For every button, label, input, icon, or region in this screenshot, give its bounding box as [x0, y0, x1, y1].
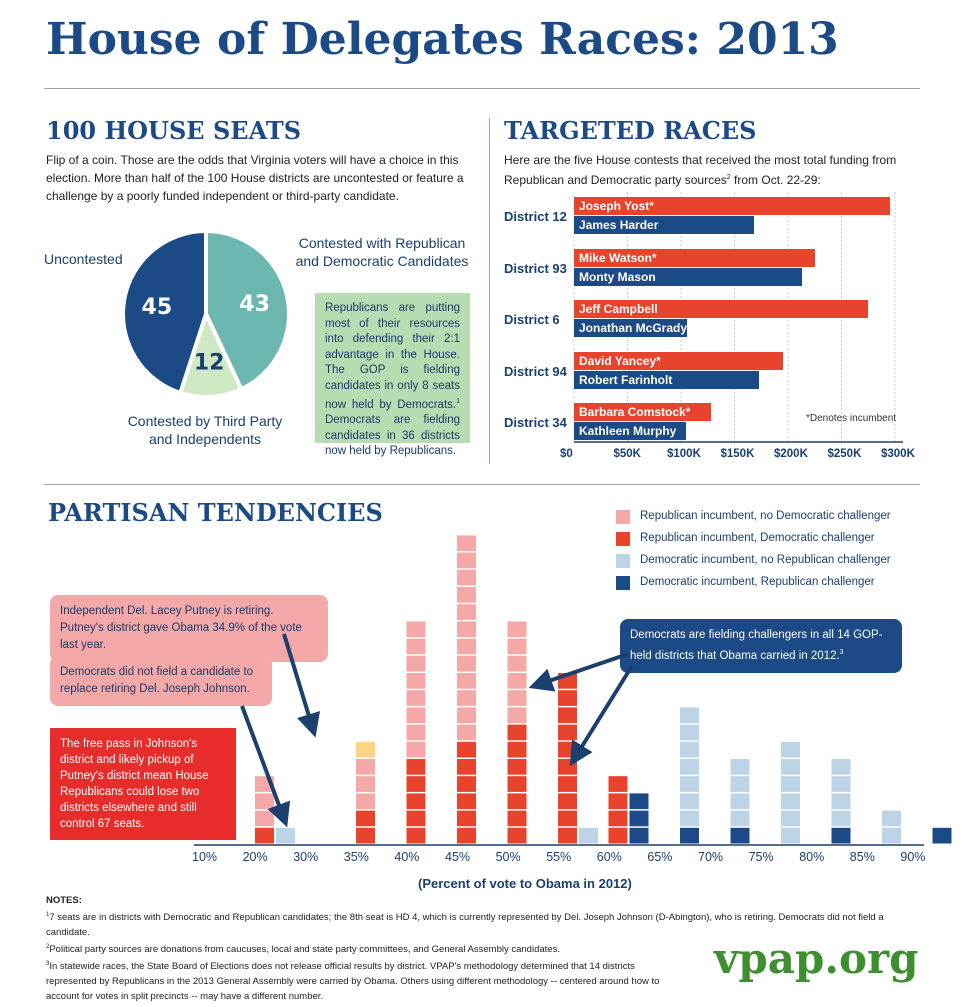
legend-label: Democratic incumbent, Republican challenger [640, 576, 875, 588]
republican-candidate-bar: Mike Watson* [574, 249, 815, 267]
partisan-x-tick: 60% [596, 850, 622, 864]
hbar-x-tick: $100K [667, 448, 701, 460]
democratic-candidate-bar: Jonathan McGrady [574, 319, 687, 337]
page-title: House of Delegates Races: 2013 [46, 14, 839, 65]
vpap-logo[interactable]: vpap.org [714, 934, 919, 983]
legend-label: Republican incumbent, Democratic challenger [640, 532, 875, 544]
targeted-races-heading: TARGETED RACES [504, 116, 757, 145]
district-label: District 93 [504, 260, 567, 276]
arrow-dems-55 [576, 666, 632, 756]
partisan-x-tick: 90% [900, 850, 926, 864]
pie-label-contested: Contested with Republican and Democratic Candidates [295, 235, 469, 269]
arrow-putney [284, 634, 312, 726]
hbar-x-tick: $250K [827, 448, 862, 460]
district-label: District 94 [504, 363, 567, 379]
house-seats-paragraph: Flip of a coin. Those are the odds that Virginia voters will have a choice in this election. More than half of the 100 House districts are uncontested or feature a challenge by a poorly funded independent or third-party candidate. [46, 153, 464, 203]
arrow-johnson [242, 706, 283, 816]
district-label: District 12 [504, 209, 567, 224]
partisan-axis-title: (Percent of vote to Obama in 2012) [418, 876, 632, 891]
note-2: $^2$Political party sources are donations from caucuses, local and state party committees, and General Assembly candidates. [46, 944, 560, 956]
republican-strategy-box: Republicans are putting most of their resources into defending their 2:1 advantage in the House. The GOP is fielding candidates in only 8 seats now held by Democrats.$^1$ Democrats are fielding candidates in 36 districts now held by Republicans. [315, 293, 470, 443]
pie-label-third-party: Contested by Third Party and Independents [127, 413, 283, 447]
hbar-x-tick: $300K [881, 448, 915, 460]
hbar-x-tick: $0 [560, 448, 573, 460]
hbar-x-tick: $150K [720, 448, 755, 460]
legend-label: Democratic incumbent, no Republican challenger [640, 554, 891, 566]
partisan-x-tick: 10% [192, 850, 218, 864]
hbar-x-tick: $50K [613, 448, 641, 460]
partisan-x-tick: 55% [546, 850, 572, 864]
partisan-tendencies-heading: PARTISAN TENDENCIES [48, 498, 383, 527]
democratic-candidate-bar: Robert Farinholt [574, 371, 759, 389]
partisan-x-tick: 80% [799, 850, 825, 864]
partisan-x-tick: 35% [343, 850, 369, 864]
pie-label-uncontested: Uncontested [44, 251, 123, 267]
callout-putney: Independent Del. Lacey Putney is retiring. Putney's district gave Obama 34.9% of the vote last year. [50, 595, 328, 662]
republican-candidate-bar: Jeff Campbell [574, 300, 868, 318]
house-seats-heading: 100 HOUSE SEATS [46, 116, 302, 145]
democratic-candidate-bar: Kathleen Murphy [574, 422, 686, 440]
callout-democrat-challengers: Democrats are fielding challengers in all 14 GOP-held districts that Obama carried in 2012.$^3$ [620, 619, 902, 673]
note-1: $^1$7 seats are in districts with Democratic and Republican candidates; the 8th seat is HD 4, which is currently represented by Del. Joseph Johnson (D-Abington), who is retiring. Democrats did not field a candidate. [46, 912, 884, 939]
hbar-x-tick: $200K [774, 448, 808, 460]
incumbent-footnote: *Denotes incumbent [806, 413, 897, 424]
partisan-x-tick: 65% [647, 850, 673, 864]
democratic-candidate-bar: James Harder [574, 216, 754, 234]
notes-heading: NOTES: [46, 895, 82, 906]
partisan-x-tick: 40% [394, 850, 420, 864]
republican-candidate-bar: David Yancey* [574, 352, 783, 370]
targeted-races-intro: Here are the five House contests that received the most total funding from Republican and Democratic party sources$^2$ from Oct. 22-29: [504, 153, 897, 187]
pie-value-label: 45 [141, 295, 173, 321]
republican-candidate-bar: Barbara Comstock* [574, 403, 711, 421]
partisan-x-tick: 85% [849, 850, 875, 864]
partisan-x-tick: 75% [748, 850, 774, 864]
partisan-x-tick: 45% [445, 850, 471, 864]
pie-value-label: 43 [239, 292, 270, 318]
partisan-x-tick: 70% [698, 850, 724, 864]
note-3: $^3$In statewide races, the State Board of Elections does not release official results by district. VPAP's methodology determined that 14 districts represented by Republicans in the 2013 General Assembly were carried by Obama. Others using different methodology -- centered around how to account for votes in split precincts -- may have a different number. [46, 961, 660, 1003]
pie-value-label: 12 [193, 350, 225, 376]
partisan-x-tick: 50% [495, 850, 521, 864]
callout-free-pass: The free pass in Johnson's district and likely pickup of Putney's district mean House Republicans could lose two districts elsewhere and still control 67 seats. [50, 728, 236, 840]
arrow-dems-50 [540, 654, 628, 684]
legend-label: Republican incumbent, no Democratic challenger [640, 510, 891, 522]
callout-johnson: Democrats did not field a candidate to replace retiring Del. Joseph Johnson. [50, 656, 272, 706]
partisan-x-tick: 20% [242, 850, 268, 864]
partisan-x-tick: 30% [293, 850, 319, 864]
republican-candidate-bar: Joseph Yost* [574, 197, 890, 215]
democratic-candidate-bar: Monty Mason [574, 268, 802, 286]
district-label: District 34 [504, 415, 567, 430]
district-label: District 6 [504, 312, 560, 327]
